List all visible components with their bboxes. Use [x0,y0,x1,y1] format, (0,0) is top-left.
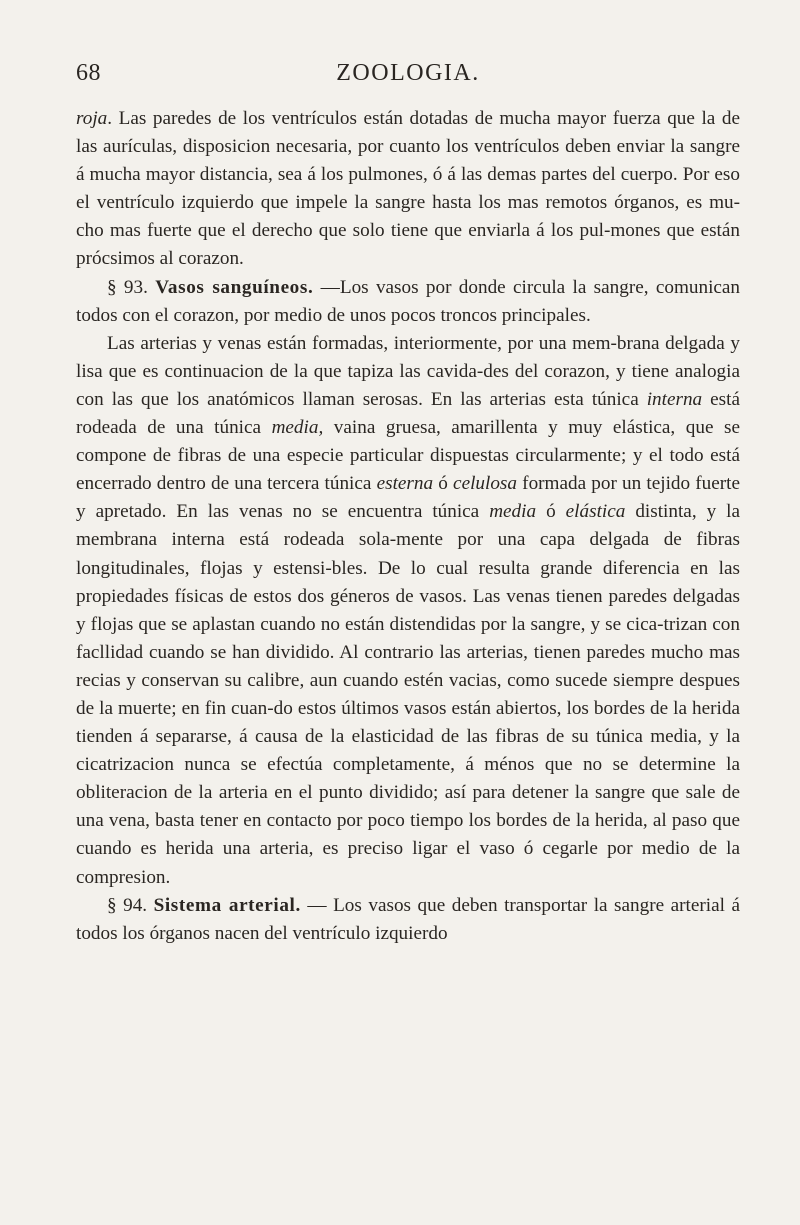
section-mark: § 94. [107,894,148,916]
section-93-paragraph: § 93. Vasos sanguíneos. —Los vasos por donde circula la sangre, comunican todos con el corazon, por medio de unos pocos troncos principales. [76,276,741,326]
running-title: ZOOLOGIA. [336,60,480,86]
italic-term: elástica [565,501,626,523]
paragraph-arterias-venas: Las arterias y venas están formadas, interiormente, por una mem-brana delgada y lisa que es continuacion de la que tapiza las cavida-des del corazon, y tiene analogia con las que los anatómicos llaman serosas. En las arterias esta túnica interna está rodeada de una túnica media, vaina gruesa, amarillenta y muy elástica, que se compone de fibras de una especie particular dispuestas circularmente; y el todo está encerrado dentro de una tercera túnica esterna ó celulosa formada por un tejido fuerte y apretado. En las venas no se encuentra túnica media ó elástica distinta, y la membrana interna está rodeada sola-mente por una capa delgada de fibras longitudinales, flojas y estensi-bles. De lo cual resulta grande diferencia en las propiedades físicas de estos dos géneros de vasos. Las venas tienen paredes delgadas y flojas que se aplastan cuando no están distendidas por la sangre, y se cica-trizan con facllidad cuando se han dividido. Al contrario las arterias, tienen paredes mucho mas recias y conservan su calibre, aun cuando estén vacias, como sucede siempre despues de la muerte; en fin cuan-do estos últimos vasos están abiertos, los bordes de la herida tienden á separarse, á causa de la elasticidad de las fibras de su túnica media, y la cicatrizacion nunca se efectúa completamente, á ménos que no se determine la obliteracion de la arteria en el punto dividido; así para detener la sangre que sale de una vena, basta tener en contacto por poco tiempo los bordes de la herida, al paso que cuando es herida una arteria, es preciso ligar el vaso ó cegarle por medio de la compresion. [76,332,741,888]
italic-term: celulosa [453,473,517,495]
italic-term: esterna [376,473,434,495]
paragraph-continuation: roja. Las paredes de los ventrículos están dotadas de mucha mayor fuerza que la de las aurículas, disposicion necesaria, por cuanto los ventrículos deben enviar la sangre á mucha mayor distancia, sea á los pulmones, ó á las demas partes del cuerpo. Por eso el ventrículo izquierdo que impele la sangre hasta los mas remotos órganos, es mu-cho mas fuerte que el derecho que solo tiene que enviarla á los pul-mones que están prócsimos al corazon. [76,108,740,270]
page-header [76,60,740,92]
italic-term: interna [646,388,703,410]
section-mark: § 93. [107,276,148,298]
italic-term: media, [271,417,324,439]
section-heading-sistema-arterial: Sistema arterial. [153,894,301,916]
section-heading-vasos-sanguineos: Vasos sanguíneos. [155,276,314,298]
section-94-paragraph: § 94. Sistema arterial. — Los vasos que deben transportar la sangre arterial á todos los órganos nacen del ventrículo izquierdo [76,894,740,944]
body-text [76,105,740,948]
italic-term: media [489,501,537,523]
italic-term: roja [76,108,108,129]
page-number: 68 [76,60,101,86]
